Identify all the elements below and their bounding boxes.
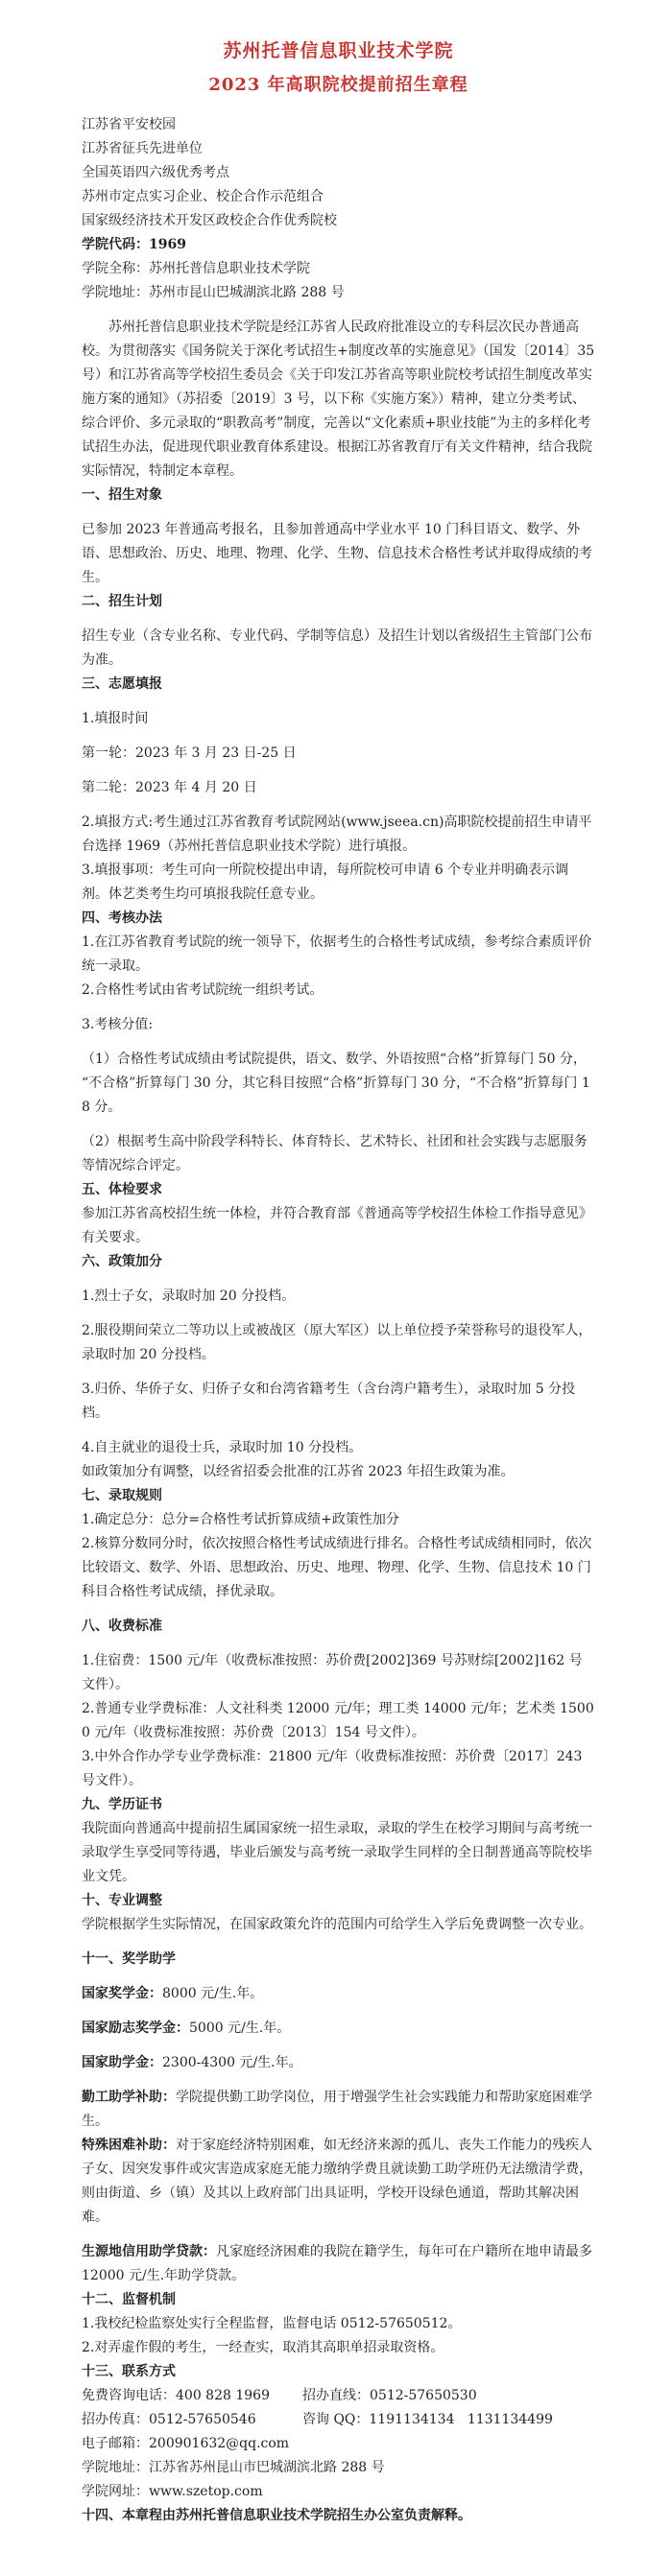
labeled-paragraph: 国家奖学金：8000 元/生.年。 (82, 1986, 264, 2001)
paragraph: 如政策加分有调整，以经省招委会批准的江苏省 2023 年招生政策为准。 (82, 1464, 515, 1479)
paragraph: 4.自主就业的退役士兵，录取时加 10 分投档。 (82, 1440, 363, 1455)
paragraph: 苏州托普信息职业技术学院是经江苏省人民政府批准设立的专科层次民办普通高校。为贯彻落实《国务院关于深化考试招生+制度改革的实施意见》（国发〔2014〕35 号）和江苏省高等学校招生委员会《关于印发江苏省高等职业院校考试招生制度改革实施方案的通知》（苏招委〔2019〕3 号，以下称《实施方案》）精神，建立分类考试、综合评价、多元录取的“职教高考”制度，完善以“文化素质+职业技能”为主的多样化考试招生办法，促进现代职业教育体系建设。根据江苏省教育厅有关文件精神，结合我院实际情况，特制定本章程。 (82, 319, 599, 479)
document-body (82, 113, 599, 2528)
paragraph: 学院地址：江苏省苏州昆山市巴城湖滨北路 288 号 (82, 2460, 385, 2475)
paragraph-label: 生源地信用助学贷款： (82, 2244, 216, 2259)
contact-item: 招办直线：0512-57650530 (302, 2388, 477, 2403)
paragraph: （2）根据考生高中阶段学科特长、体育特长、艺术特长、社团和社会实践与志愿服务等情况综合评定。 (82, 1134, 588, 1173)
paragraph: 2.服役期间荣立二等功以上或被战区（原大军区）以上单位授予荣誉称号的退役军人，录取时加 20 分投档。 (82, 1323, 592, 1362)
paragraph: 1.烈士子女，录取时加 20 分投档。 (82, 1288, 296, 1304)
section-heading: 六、政策加分 (82, 1254, 162, 1269)
section-heading: 三、志愿填报 (82, 676, 162, 692)
paragraph-label: 国家励志奖学金： (82, 2021, 189, 2036)
section-heading: 十一、奖学助学 (82, 1951, 176, 1967)
labeled-paragraph: 勤工助学补助：学院提供勤工助学岗位，用于增强学生社会实践能力和帮助家庭困难学生。 (82, 2090, 592, 2129)
paragraph-label: 国家奖学金： (82, 1986, 162, 2001)
labeled-paragraph: 生源地信用助学贷款：凡家庭经济困难的我院在籍学生，每年可在户籍所在地申请最多 12000 元/生.年助学贷款。 (82, 2244, 597, 2283)
paragraph: 1.我校纪检监察处实行全程监督，监督电话 0512-57650512。 (82, 2316, 462, 2331)
contact-row (82, 2384, 595, 2408)
paragraph: （1）合格性考试成绩由考试院提供，语文、数学、外语按照“合格”折算每门 50 分，“不合格”折算每门 30 分，其它科目按照“合格”折算每门 30 分，“不合格”折算每门 18 分。 (82, 1052, 590, 1115)
section-heading: 一、招生对象 (82, 487, 162, 503)
paragraph: 1.在江苏省教育考试院的统一领导下，依据考生的合格性考试成绩，参考综合素质评价统一录取。 (82, 934, 592, 974)
paragraph: 已参加 2023 年普通高考报名，且参加普通高中学业水平 10 门科目语文、数学、外语、思想政治、历史、地理、物理、化学、生物、信息技术合格性考试并取得成绩的考生。 (82, 522, 592, 585)
paragraph: 学院全称：苏州托普信息职业技术学院 (82, 261, 310, 276)
paragraph: 2.普通专业学费标准：人文社科类 12000 元/年；理工类 14000 元/年；艺术类 15000 元/年（收费标准按照：苏价费〔2013〕154 号文件）。 (82, 1701, 594, 1740)
paragraph-label: 特殊困难补助： (82, 2138, 176, 2153)
paragraph: 3.中外合作办学专业学费标准：21800 元/年（收费标准按照：苏价费〔2017〕243 号文件）。 (82, 1749, 587, 1788)
labeled-paragraph: 国家励志奖学金：5000 元/生.年。 (82, 2021, 291, 2036)
paragraph: 全国英语四六级优秀考点 (82, 165, 229, 180)
paragraph: 学院网址：www.szetop.com (82, 2484, 263, 2499)
contact-item: 免费咨询电话：400 828 1969 (82, 2388, 270, 2403)
contact-row (82, 2408, 595, 2432)
labeled-paragraph: 特殊困难补助：对于家庭经济特别困难，如无经济来源的孤儿、丧失工作能力的残疾人子女、因突发事件或灾害造成家庭无能力缴纳学费且就读勤工助学班仍无法缴清学费，则由街道、乡（镇）及其以上政府部门出具证明，学校开设绿色通道，帮助其解决困难。 (82, 2138, 592, 2225)
section-heading: 十、专业调整 (82, 1893, 162, 1908)
paragraph: 3.归侨、华侨子女、归侨子女和台湾省籍考生（含台湾户籍考生），录取时加 5 分投档。 (82, 1382, 576, 1421)
paragraph: 江苏省平安校园 (82, 117, 176, 132)
section-heading: 七、录取规则 (82, 1488, 162, 1503)
paragraph: 2.合格性考试由省考试院统一组织考试。 (82, 982, 324, 998)
page-title: 苏州托普信息职业技术学院 (223, 40, 454, 61)
paragraph: 苏州市定点实习企业、校企合作示范组合 (82, 189, 324, 204)
contact-item: 招办传真：0512-57650546 (82, 2412, 256, 2427)
paragraph: 1.确定总分：总分=合格性考试折算成绩+政策性加分 (82, 1512, 399, 1527)
labeled-paragraph: 国家助学金：2300-4300 元/生.年。 (82, 2055, 302, 2070)
section-heading: 四、考核办法 (82, 910, 162, 926)
paragraph: 电子邮箱：200901632@qq.com (82, 2436, 290, 2451)
paragraph: 第一轮：2023 年 3 月 23 日-25 日 (82, 745, 297, 761)
paragraph: 学院代码：1969 (82, 237, 186, 252)
paragraph: 招生专业（含专业名称、专业代码、学制等信息）及招生计划以省级招生主管部门公布为准。 (82, 628, 592, 668)
section-heading: 九、学历证书 (82, 1797, 162, 1812)
paragraph: 3.填报事项：考生可向一所院校提出申请，每所院校可申请 6 个专业并明确表示调剂。体艺类考生均可填报我院任意专业。 (82, 863, 569, 902)
paragraph: 1.住宿费：1500 元/年（收费标准按照：苏价费[2002]369 号苏财综[2002]162 号文件）。 (82, 1653, 583, 1692)
contact-item: 咨询 QQ：1191134134 1131134499 (302, 2412, 553, 2427)
paragraph: 学院地址：苏州市昆山巴城湖滨北路 288 号 (82, 285, 345, 300)
section-heading: 二、招生计划 (82, 594, 162, 609)
paragraph: 国家级经济技术开发区政校企合作优秀院校 (82, 213, 337, 228)
section-heading: 八、收费标准 (82, 1619, 162, 1634)
paragraph: 2.核算分数同分时，依次按照合格性考试成绩进行排名。合格性考试成绩相同时，依次比较语文、数学、外语、思想政治、历史、地理、物理、化学、生物、信息技术 10 门科目合格性考试成绩，择优录取。 (82, 1536, 592, 1599)
section-heading: 五、体检要求 (82, 1182, 162, 1197)
paragraph: 2.对弄虚作假的考生，一经查实，取消其高职单招录取资格。 (82, 2340, 444, 2355)
paragraph: 江苏省征兵先进单位 (82, 141, 203, 156)
paragraph-label: 勤工助学补助： (82, 2090, 176, 2105)
paragraph: 我院面向普通高中提前招生属国家统一招生录取，录取的学生在校学习期间与高考统一录取学生享受同等待遇，毕业后颁发与高考统一录取学生同样的全日制普通高等院校毕业文凭。 (82, 1821, 592, 1884)
section-heading: 十三、联系方式 (82, 2364, 176, 2379)
paragraph-label: 国家助学金： (82, 2055, 162, 2070)
paragraph: 第二轮：2023 年 4 月 20 日 (82, 780, 257, 795)
paragraph: 学院根据学生实际情况，在国家政策允许的范围内可给学生入学后免费调整一次专业。 (82, 1917, 592, 1932)
paragraph: 参加江苏省高校招生统一体检，并符合教育部《普通高等学校招生体检工作指导意见》有关要求。 (82, 1206, 592, 1245)
section-heading: 十四、本章程由苏州托普信息职业技术学院招生办公室负责解释。 (82, 2508, 471, 2523)
paragraph: 3.考核分值: (82, 1017, 154, 1032)
paragraph: 2.填报方式:考生通过江苏省教育考试院网站(www.jseea.cn)高职院校提前招生申请平台选择 1969（苏州托普信息职业技术学院）进行填报。 (82, 815, 592, 854)
page-subtitle: 2023 年高职院校提前招生章程 (208, 75, 468, 95)
section-heading: 十二、监督机制 (82, 2292, 176, 2307)
paragraph: 1.填报时间 (82, 711, 149, 726)
